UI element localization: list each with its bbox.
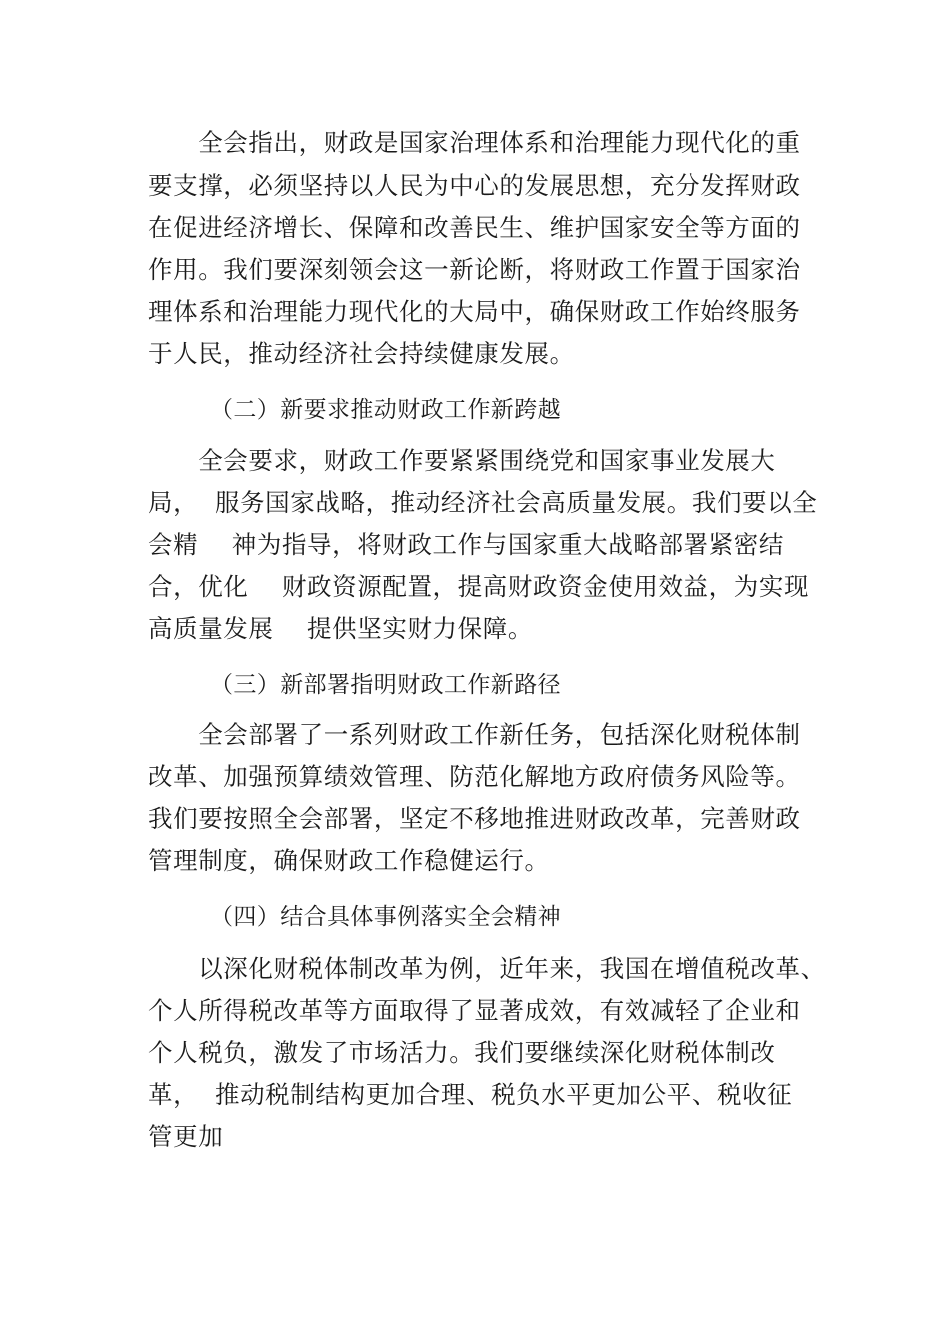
paragraph-1-line: 理体系和治理能力现代化的大局中，确保财政工作始终服务 — [148, 297, 801, 326]
paragraph-2-line: 全会要求，财政工作要紧紧围绕党和国家事业发展大 — [148, 446, 776, 475]
section-heading-4: （四）结合具体事例落实全会精神 — [210, 904, 561, 930]
paragraph-1-line: 于人民，推动经济社会持续健康发展。 — [148, 339, 575, 368]
section-heading-2: （二）新要求推动财政工作新跨越 — [210, 397, 561, 423]
paragraph-2-line: 局， 服务国家战略，推动经济社会高质量发展。我们要以全 — [148, 488, 818, 517]
paragraph-3-line: 全会部署了一系列财政工作新任务，包括深化财税体制 — [148, 720, 801, 749]
paragraph-2-line: 合，优化 财政资源配置，提高财政资金使用效益，为实现 — [148, 572, 810, 601]
paragraph-1-line: 要支撑，必须坚持以人民为中心的发展思想，充分发挥财政 — [148, 171, 801, 200]
section-heading-3: （三）新部署指明财政工作新路径 — [210, 672, 561, 698]
paragraph-3-line: 改革、加强预算绩效管理、防范化解地方政府债务风险等。 — [148, 762, 801, 791]
paragraph-1-line: 全会指出，财政是国家治理体系和治理能力现代化的重 — [148, 128, 801, 157]
paragraph-2-line: 会精 神为指导，将财政工作与国家重大战略部署紧密结 — [148, 530, 784, 559]
paragraph-4-line: 个人所得税改革等方面取得了显著成效，有效减轻了企业和 — [148, 996, 801, 1025]
paragraph-1-line: 作用。我们要深刻领会这一新论断，将财政工作置于国家治 — [148, 255, 801, 284]
paragraph-3-line: 我们要按照全会部署，坚定不移地推进财政改革，完善财政 — [148, 804, 801, 833]
paragraph-1-line: 在促进经济增长、保障和改善民生、维护国家安全等方面的 — [148, 213, 801, 242]
paragraph-4-line: 个人税负，激发了市场活力。我们要继续深化财税体制改 — [148, 1038, 776, 1067]
paragraph-4-line: 革， 推动税制结构更加合理、税负水平更加公平、税收征 — [148, 1080, 793, 1109]
paragraph-4-line: 管更加 — [148, 1122, 224, 1151]
paragraph-3-line: 管理制度，确保财政工作稳健运行。 — [148, 846, 550, 875]
paragraph-4-line: 以深化财税体制改革为例，近年来，我国在增值税改革、 — [148, 954, 826, 983]
paragraph-2-line: 高质量发展 提供坚实财力保障。 — [148, 614, 533, 643]
